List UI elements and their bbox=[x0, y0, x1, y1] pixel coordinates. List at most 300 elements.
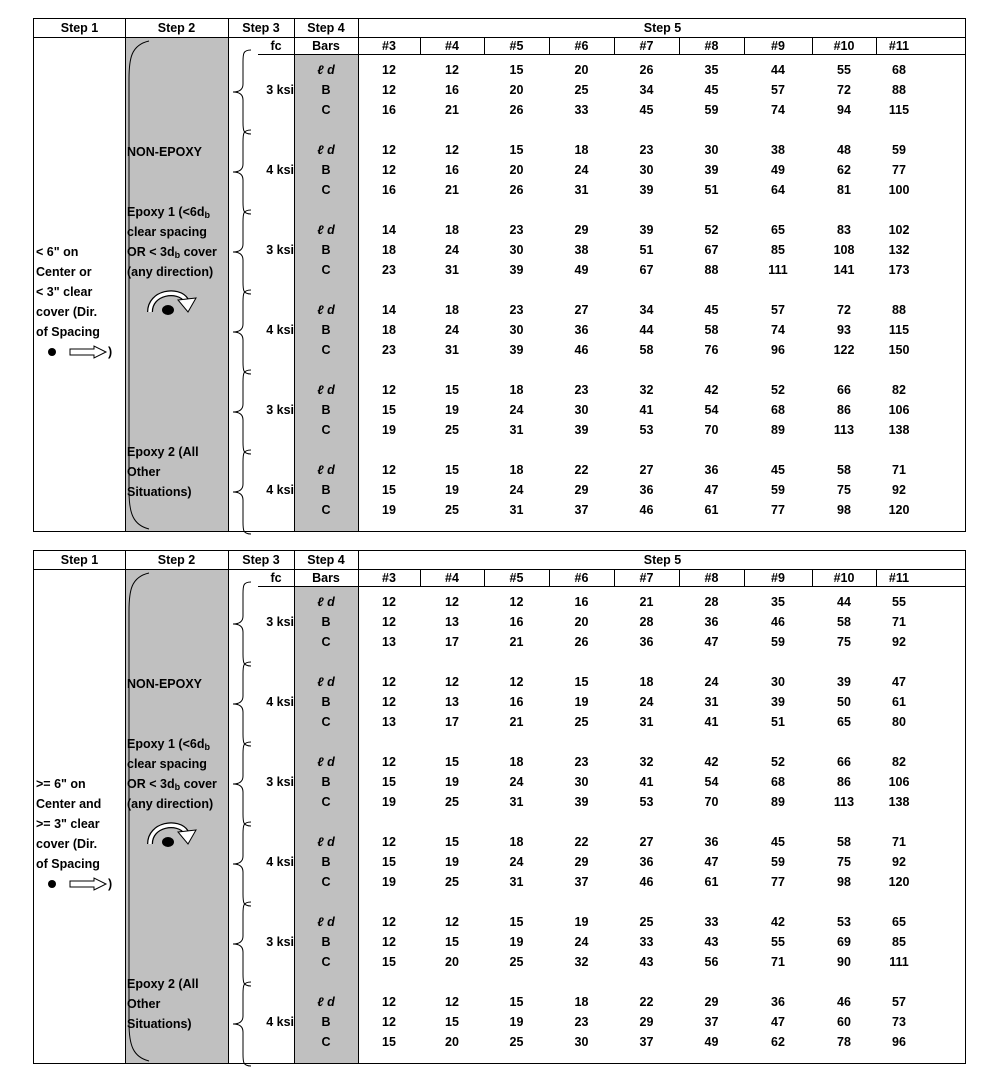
table-cell: 25 bbox=[509, 955, 524, 969]
table-row bbox=[358, 320, 967, 340]
table-cell: 86 bbox=[837, 775, 851, 789]
table-row bbox=[358, 260, 967, 280]
table-cell: 89 bbox=[771, 423, 785, 437]
bar-row-label: B bbox=[321, 855, 331, 869]
table-cell: 29 bbox=[574, 483, 589, 497]
ksi-label: 4 ksi bbox=[266, 163, 294, 177]
table-cell: 53 bbox=[639, 423, 654, 437]
table-cell: 12 bbox=[382, 1015, 396, 1029]
table-cell: 18 bbox=[574, 995, 589, 1009]
table-cell: 16 bbox=[574, 595, 589, 609]
table-cell: 55 bbox=[837, 63, 851, 77]
table-cell: 36 bbox=[704, 615, 719, 629]
table-cell: 20 bbox=[574, 615, 589, 629]
column-divider bbox=[744, 569, 745, 586]
table-cell: 77 bbox=[771, 875, 785, 889]
table-cell: 23 bbox=[382, 263, 396, 277]
table-cell: 30 bbox=[509, 243, 524, 257]
bar-row-label: ℓ d bbox=[317, 835, 335, 849]
bar-size-header: #8 bbox=[704, 570, 719, 585]
table-cell: 37 bbox=[639, 1035, 654, 1049]
table-row bbox=[358, 772, 967, 792]
ksi-label: 3 ksi bbox=[266, 615, 294, 629]
table-cell: 25 bbox=[445, 503, 459, 517]
table-cell: 30 bbox=[574, 1035, 589, 1049]
table-cell: 39 bbox=[509, 343, 524, 357]
table-cell: 12 bbox=[445, 995, 459, 1009]
column-divider bbox=[484, 37, 485, 54]
bar-row-label: B bbox=[321, 1015, 331, 1029]
table-cell: 76 bbox=[704, 343, 719, 357]
table-cell: 31 bbox=[704, 695, 719, 709]
table-cell: 61 bbox=[704, 503, 719, 517]
table-cell: 13 bbox=[445, 695, 459, 709]
table-cell: 24 bbox=[639, 695, 654, 709]
bar-row-label: C bbox=[321, 503, 331, 517]
table-cell: 19 bbox=[445, 775, 459, 789]
table-cell: 19 bbox=[382, 875, 396, 889]
table-cell: 111 bbox=[889, 955, 909, 969]
step2-epoxy2-line1: Epoxy 2 (All bbox=[127, 445, 199, 459]
table-cell: 88 bbox=[892, 83, 906, 97]
table-cell: 15 bbox=[382, 775, 396, 789]
table-cell: 18 bbox=[509, 835, 524, 849]
table-cell: 37 bbox=[574, 503, 589, 517]
table-cell: 72 bbox=[837, 83, 851, 97]
table-cell: 27 bbox=[574, 303, 589, 317]
epoxy1-subscript: b bbox=[204, 742, 210, 752]
bar-row-label: ℓ d bbox=[317, 383, 335, 397]
table-row bbox=[358, 380, 967, 400]
table-cell: 12 bbox=[382, 615, 396, 629]
table-cell: 12 bbox=[382, 63, 396, 77]
step1-text: cover (Dir. bbox=[36, 837, 98, 851]
table-cell: 92 bbox=[892, 635, 906, 649]
bar-size-header: #3 bbox=[382, 38, 396, 53]
table-cell: 22 bbox=[574, 835, 589, 849]
ksi-label: 3 ksi bbox=[266, 775, 294, 789]
header-fc: fc bbox=[270, 38, 282, 53]
table-cell: 32 bbox=[639, 755, 654, 769]
epoxy1-subscript: b bbox=[204, 210, 210, 220]
header-step2: Step 2 bbox=[157, 553, 196, 567]
table-row bbox=[358, 220, 967, 240]
table-cell: 39 bbox=[574, 795, 589, 809]
header-step5: Step 5 bbox=[643, 21, 682, 35]
table-cell: 92 bbox=[892, 855, 906, 869]
table-cell: 59 bbox=[771, 855, 785, 869]
table-cell: 24 bbox=[574, 163, 589, 177]
table-cell: 12 bbox=[382, 163, 396, 177]
column-divider bbox=[420, 569, 421, 586]
bar-size-header: #11 bbox=[888, 38, 910, 53]
header-step1: Step 1 bbox=[60, 21, 99, 35]
table-cell: 29 bbox=[574, 855, 589, 869]
table-cell: 12 bbox=[382, 755, 396, 769]
table-cell: 68 bbox=[771, 775, 785, 789]
bar-size-header: #9 bbox=[771, 38, 785, 53]
table-cell: 39 bbox=[639, 223, 654, 237]
table-cell: 18 bbox=[445, 223, 459, 237]
table-cell: 66 bbox=[837, 755, 851, 769]
table-cell: 37 bbox=[574, 875, 589, 889]
table-cell: 82 bbox=[892, 383, 906, 397]
table-cell: 39 bbox=[771, 695, 785, 709]
table-cell: 50 bbox=[837, 695, 851, 709]
table-cell: 30 bbox=[771, 675, 785, 689]
brace-icon bbox=[231, 288, 255, 379]
bar-row-label: B bbox=[321, 163, 331, 177]
table-cell: 70 bbox=[704, 423, 719, 437]
table-cell: 47 bbox=[892, 675, 906, 689]
table-cell: 85 bbox=[892, 935, 906, 949]
table-cell: 19 bbox=[509, 1015, 524, 1029]
table-cell: 58 bbox=[837, 835, 851, 849]
table-cell: 173 bbox=[888, 263, 910, 277]
table-cell: 12 bbox=[382, 463, 396, 477]
ksi-label: 4 ksi bbox=[266, 855, 294, 869]
step1-text: >= 3" clear bbox=[36, 817, 100, 831]
step2-non-epoxy: NON-EPOXY bbox=[127, 677, 203, 691]
table-cell: 12 bbox=[445, 63, 459, 77]
table-cell: 21 bbox=[509, 635, 524, 649]
table-cell: 12 bbox=[445, 675, 459, 689]
table-row bbox=[358, 400, 967, 420]
table-cell: 19 bbox=[574, 695, 589, 709]
table-cell: 13 bbox=[445, 615, 459, 629]
table-cell: 70 bbox=[704, 795, 719, 809]
table-cell: 45 bbox=[639, 103, 654, 117]
table-cell: 75 bbox=[837, 855, 851, 869]
table-cell: 31 bbox=[445, 263, 459, 277]
table-cell: 26 bbox=[574, 635, 589, 649]
table-row bbox=[358, 852, 967, 872]
table-cell: 15 bbox=[445, 835, 459, 849]
table-cell: 85 bbox=[771, 243, 785, 257]
step1-text: >= 6" on bbox=[36, 777, 86, 791]
bar-row-label: B bbox=[321, 695, 331, 709]
table-cell: 71 bbox=[892, 463, 906, 477]
bar-row-label: ℓ d bbox=[317, 995, 335, 1009]
table-cell: 22 bbox=[639, 995, 654, 1009]
table-cell: 23 bbox=[509, 223, 524, 237]
table-cell: 19 bbox=[445, 403, 459, 417]
table-cell: 31 bbox=[445, 343, 459, 357]
table-cell: 15 bbox=[509, 63, 524, 77]
table-cell: 19 bbox=[509, 935, 524, 949]
step1-direction-arrow bbox=[36, 874, 124, 900]
table-cell: 24 bbox=[509, 403, 524, 417]
table-cell: 59 bbox=[704, 103, 719, 117]
ksi-label: 3 ksi bbox=[266, 403, 294, 417]
table-cell: 16 bbox=[509, 695, 524, 709]
table-cell: 18 bbox=[445, 303, 459, 317]
table-cell: 31 bbox=[574, 183, 589, 197]
table-cell: 24 bbox=[445, 323, 459, 337]
column-divider bbox=[484, 569, 485, 586]
bar-row-label: C bbox=[321, 795, 331, 809]
table-cell: 77 bbox=[771, 503, 785, 517]
table-cell: 90 bbox=[837, 955, 851, 969]
table-cell: 82 bbox=[892, 755, 906, 769]
bar-row-label: ℓ d bbox=[317, 755, 335, 769]
table-2 bbox=[33, 550, 966, 1064]
table-cell: 83 bbox=[837, 223, 851, 237]
bar-size-header: #3 bbox=[382, 570, 396, 585]
step2-epoxy1-line4: (any direction) bbox=[127, 797, 214, 811]
table-cell: 16 bbox=[445, 83, 459, 97]
table-row bbox=[358, 612, 967, 632]
table-cell: 74 bbox=[771, 323, 785, 337]
table-cell: 24 bbox=[574, 935, 589, 949]
table-cell: 21 bbox=[509, 715, 524, 729]
brace-icon bbox=[231, 448, 255, 539]
brace-icon bbox=[231, 820, 255, 911]
table-cell: 25 bbox=[445, 795, 459, 809]
column-divider bbox=[679, 37, 680, 54]
column-divider bbox=[614, 37, 615, 54]
table-cell: 47 bbox=[704, 855, 719, 869]
bar-size-header: #5 bbox=[509, 570, 524, 585]
table-cell: 96 bbox=[771, 343, 785, 357]
table-cell: 46 bbox=[639, 875, 654, 889]
table-cell: 111 bbox=[768, 263, 788, 277]
table-cell: 25 bbox=[639, 915, 654, 929]
table-cell: 47 bbox=[704, 483, 719, 497]
header-step3: Step 3 bbox=[242, 21, 280, 35]
step2-epoxy2-line1: Epoxy 2 (All bbox=[127, 977, 199, 991]
column-divider bbox=[420, 37, 421, 54]
table-cell: 18 bbox=[509, 463, 524, 477]
table-cell: 41 bbox=[704, 715, 719, 729]
table-cell: 16 bbox=[382, 103, 396, 117]
table-cell: 59 bbox=[771, 635, 785, 649]
table-cell: 46 bbox=[574, 343, 589, 357]
table-cell: 21 bbox=[445, 103, 459, 117]
table-cell: 35 bbox=[771, 595, 785, 609]
table-cell: 20 bbox=[509, 83, 524, 97]
table-cell: 25 bbox=[509, 1035, 524, 1049]
table-cell: 115 bbox=[888, 323, 910, 337]
table-cell: 23 bbox=[639, 143, 654, 157]
table-cell: 38 bbox=[771, 143, 785, 157]
table-row bbox=[358, 140, 967, 160]
step2-epoxy2-line2: Other bbox=[127, 997, 161, 1011]
table-cell: 26 bbox=[509, 103, 524, 117]
step1-close-paren: ) bbox=[108, 345, 113, 359]
table-cell: 25 bbox=[574, 83, 589, 97]
table-cell: 46 bbox=[837, 995, 851, 1009]
brace-icon bbox=[231, 980, 255, 1071]
table-cell: 31 bbox=[509, 503, 524, 517]
table-cell: 15 bbox=[445, 935, 459, 949]
table-cell: 132 bbox=[888, 243, 910, 257]
table-row bbox=[358, 832, 967, 852]
table-cell: 15 bbox=[382, 403, 396, 417]
table-cell: 51 bbox=[771, 715, 785, 729]
step1-close-paren: ) bbox=[108, 877, 113, 891]
table-cell: 42 bbox=[771, 915, 785, 929]
header-bars: Bars bbox=[312, 570, 340, 585]
step1-text: < 6" on bbox=[36, 245, 79, 259]
bar-row-label: B bbox=[321, 615, 331, 629]
bar-row-label: B bbox=[321, 775, 331, 789]
bar-row-label: ℓ d bbox=[317, 915, 335, 929]
header-step3: Step 3 bbox=[242, 553, 280, 567]
table-cell: 53 bbox=[639, 795, 654, 809]
table-cell: 68 bbox=[892, 63, 906, 77]
table-cell: 27 bbox=[639, 463, 654, 477]
table-cell: 18 bbox=[639, 675, 654, 689]
table-cell: 81 bbox=[837, 183, 851, 197]
header-row bbox=[34, 19, 965, 38]
bar-row-label: ℓ d bbox=[317, 675, 335, 689]
column-divider bbox=[228, 19, 229, 531]
table-cell: 39 bbox=[639, 183, 654, 197]
header-row bbox=[34, 551, 965, 570]
epoxy1-subscript: b bbox=[174, 782, 181, 792]
bar-size-header: #7 bbox=[639, 38, 654, 53]
table-cell: 75 bbox=[837, 635, 851, 649]
table-cell: 19 bbox=[445, 855, 459, 869]
brace-icon bbox=[231, 740, 255, 831]
bar-row-label: ℓ d bbox=[317, 303, 335, 317]
table-row bbox=[358, 752, 967, 772]
ksi-label: 3 ksi bbox=[266, 935, 294, 949]
table-cell: 12 bbox=[382, 695, 396, 709]
brace-icon bbox=[231, 128, 255, 219]
bar-size-header: #4 bbox=[445, 570, 459, 585]
table-cell: 14 bbox=[382, 223, 396, 237]
header-step5: Step 5 bbox=[643, 553, 682, 567]
table-row bbox=[358, 300, 967, 320]
step2-epoxy1-line2: clear spacing bbox=[127, 225, 207, 239]
column-divider bbox=[549, 569, 550, 586]
table-cell: 25 bbox=[574, 715, 589, 729]
table-cell: 15 bbox=[382, 855, 396, 869]
table-cell: 41 bbox=[639, 403, 654, 417]
table-cell: 23 bbox=[382, 343, 396, 357]
table-cell: 30 bbox=[704, 143, 719, 157]
epoxy1-subscript: b bbox=[174, 250, 181, 260]
table-cell: 98 bbox=[837, 875, 851, 889]
table-cell: 12 bbox=[509, 595, 524, 609]
table-cell: 54 bbox=[704, 775, 719, 789]
table-cell: 120 bbox=[888, 503, 910, 517]
table-cell: 47 bbox=[771, 1015, 785, 1029]
table-cell: 120 bbox=[888, 875, 910, 889]
table-cell: 67 bbox=[639, 263, 654, 277]
table-cell: 138 bbox=[888, 795, 910, 809]
table-cell: 59 bbox=[892, 143, 906, 157]
table-cell: 36 bbox=[639, 855, 654, 869]
table-cell: 55 bbox=[892, 595, 906, 609]
step2-epoxy1-line4: (any direction) bbox=[127, 265, 214, 279]
table-cell: 12 bbox=[382, 675, 396, 689]
table-cell: 12 bbox=[445, 915, 459, 929]
bar-row-label: B bbox=[321, 403, 331, 417]
table-cell: 22 bbox=[574, 463, 589, 477]
subheader-row bbox=[258, 37, 965, 55]
table-cell: 19 bbox=[445, 483, 459, 497]
table-row bbox=[358, 592, 967, 612]
table-cell: 20 bbox=[574, 63, 589, 77]
table-cell: 20 bbox=[509, 163, 524, 177]
table-cell: 12 bbox=[382, 595, 396, 609]
header-fc: fc bbox=[270, 570, 282, 585]
table-cell: 15 bbox=[445, 1015, 459, 1029]
table-cell: 12 bbox=[382, 143, 396, 157]
step2-epoxy2-line3: Situations) bbox=[127, 1017, 192, 1031]
table-cell: 20 bbox=[445, 955, 459, 969]
step2-bracket-curve bbox=[127, 571, 157, 1066]
table-cell: 72 bbox=[837, 303, 851, 317]
table-cell: 113 bbox=[833, 423, 855, 437]
table-cell: 113 bbox=[833, 795, 855, 809]
bar-row-label: C bbox=[321, 955, 331, 969]
table-cell: 122 bbox=[833, 343, 855, 357]
step1-text: Center and bbox=[36, 797, 102, 811]
bar-row-label: C bbox=[321, 423, 331, 437]
table-cell: 28 bbox=[639, 615, 654, 629]
table-cell: 14 bbox=[382, 303, 396, 317]
table-cell: 102 bbox=[888, 223, 910, 237]
table-cell: 45 bbox=[771, 835, 785, 849]
table-row bbox=[358, 60, 967, 80]
table-cell: 31 bbox=[639, 715, 654, 729]
table-cell: 36 bbox=[639, 635, 654, 649]
bar-size-header: #4 bbox=[445, 38, 459, 53]
bar-row-label: B bbox=[321, 483, 331, 497]
table-cell: 19 bbox=[382, 423, 396, 437]
table-cell: 31 bbox=[509, 795, 524, 809]
table-row bbox=[358, 872, 967, 892]
table-cell: 48 bbox=[837, 143, 851, 157]
table-cell: 39 bbox=[837, 675, 851, 689]
table-cell: 36 bbox=[574, 323, 589, 337]
table-cell: 12 bbox=[382, 835, 396, 849]
table-cell: 69 bbox=[837, 935, 851, 949]
table-cell: 12 bbox=[509, 675, 524, 689]
table-cell: 33 bbox=[574, 103, 589, 117]
table-cell: 32 bbox=[574, 955, 589, 969]
table-row bbox=[358, 792, 967, 812]
brace-icon bbox=[231, 580, 255, 671]
brace-icon bbox=[231, 660, 255, 751]
table-cell: 43 bbox=[704, 935, 719, 949]
table-cell: 12 bbox=[382, 935, 396, 949]
bar-row-label: ℓ d bbox=[317, 595, 335, 609]
table-cell: 13 bbox=[382, 715, 396, 729]
bar-row-label: ℓ d bbox=[317, 223, 335, 237]
table-cell: 71 bbox=[771, 955, 785, 969]
table-cell: 15 bbox=[382, 955, 396, 969]
table-row bbox=[358, 952, 967, 972]
table-cell: 30 bbox=[639, 163, 654, 177]
table-cell: 47 bbox=[704, 635, 719, 649]
table-cell: 65 bbox=[892, 915, 906, 929]
table-cell: 20 bbox=[445, 1035, 459, 1049]
table-row bbox=[358, 712, 967, 732]
table-cell: 24 bbox=[509, 775, 524, 789]
table-cell: 44 bbox=[639, 323, 654, 337]
table-cell: 29 bbox=[704, 995, 719, 1009]
table-row bbox=[358, 460, 967, 480]
table-cell: 30 bbox=[574, 775, 589, 789]
table-cell: 65 bbox=[837, 715, 851, 729]
column-divider bbox=[812, 37, 813, 54]
table-cell: 15 bbox=[445, 383, 459, 397]
